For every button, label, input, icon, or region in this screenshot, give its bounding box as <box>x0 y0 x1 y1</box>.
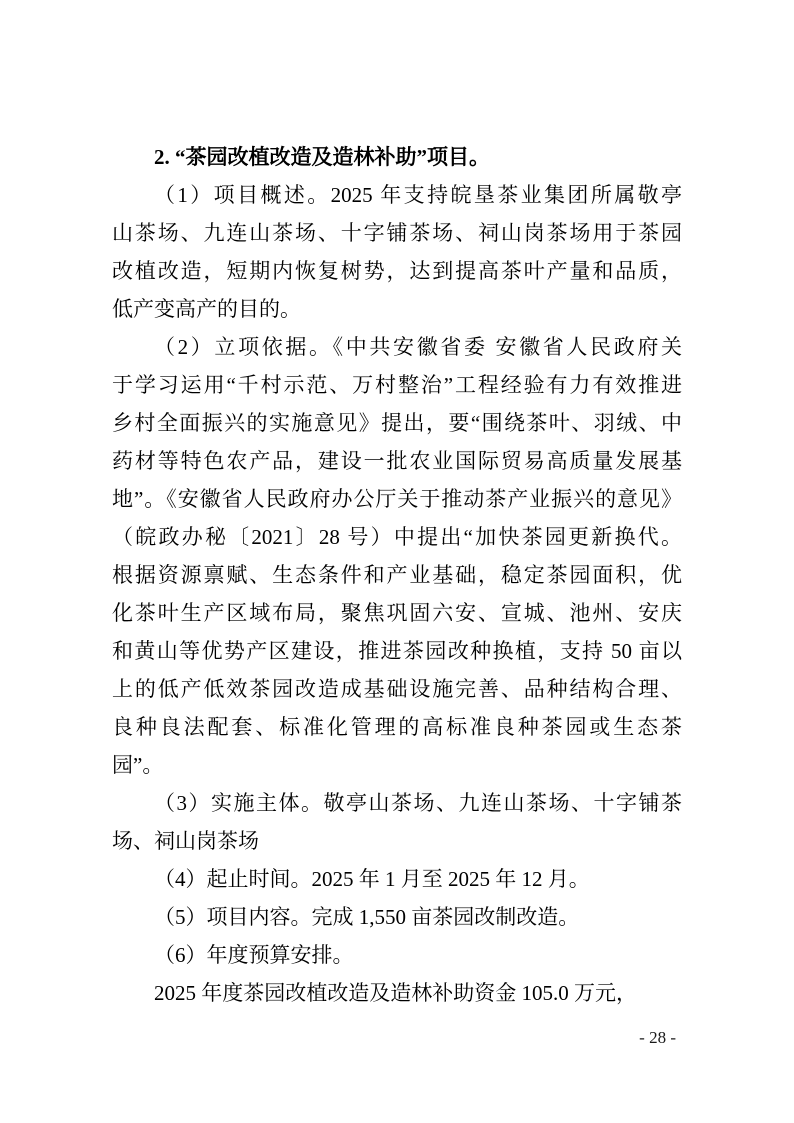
text-line: 园”。 <box>112 753 164 777</box>
text-line: 根据资源禀赋、生态条件和产业基础，稳定茶园面积，优 <box>112 563 682 587</box>
text-line: 改植改造，短期内恢复树势，达到提高茶叶产量和品质， <box>112 259 682 283</box>
text-line: （6）年度预算安排。 <box>154 943 354 967</box>
document-body <box>112 138 682 1012</box>
text-line: 药材等特色农产品，建设一批农业国际贸易高质量发展基 <box>112 449 682 473</box>
text-line: （3）实施主体。敬亭山茶场、九连山茶场、十字铺茶 <box>154 791 682 815</box>
paragraphs-container <box>112 176 682 1012</box>
text-line: 山茶场、九连山茶场、十字铺茶场、祠山岗茶场用于茶园 <box>112 221 682 245</box>
text-line: （1）项目概述。2025 年支持皖垦茶业集团所属敬亭 <box>154 183 682 207</box>
text-line: 化茶叶生产区域布局，聚焦巩固六安、宣城、池州、安庆 <box>112 601 682 625</box>
text-line: 上的低产低效茶园改造成基础设施完善、品种结构合理、 <box>112 677 682 701</box>
text-line: 良种良法配套、标准化管理的高标准良种茶园或生态茶 <box>112 715 682 739</box>
text-line: 地”。《安徽省人民政府办公厅关于推动茶产业振兴的意见》 <box>112 487 682 511</box>
text-line: 于学习运用“千村示范、万村整治”工程经验有力有效推进 <box>112 373 682 397</box>
text-line: 乡村全面振兴的实施意见》提出，要“围绕茶叶、羽绒、中 <box>112 411 682 435</box>
text-line: （皖政办秘〔2021〕28 号）中提出“加快茶园更新换代。 <box>112 525 682 549</box>
text-line: 场、祠山岗茶场 <box>112 829 259 853</box>
section-heading: 2. “茶园改植改造及造林补助”项目。 <box>154 145 490 169</box>
text-line: 和黄山等优势产区建设，推进茶园改种换植，支持 50 亩以 <box>112 639 682 663</box>
text-line: （5）项目内容。完成 1,550 亩茶园改制改造。 <box>154 905 580 929</box>
text-line: （4）起止时间。2025 年 1 月至 2025 年 12 月。 <box>154 867 590 891</box>
text-line: （2）立项依据。《中共安徽省委 安徽省人民政府关 <box>154 335 682 359</box>
text-line: 2025 年度茶园改植改造及造林补助资金 105.0 万元， <box>154 981 637 1005</box>
page-number: - 28 - <box>639 1028 676 1047</box>
text-line: 低产变高产的目的。 <box>112 297 301 321</box>
